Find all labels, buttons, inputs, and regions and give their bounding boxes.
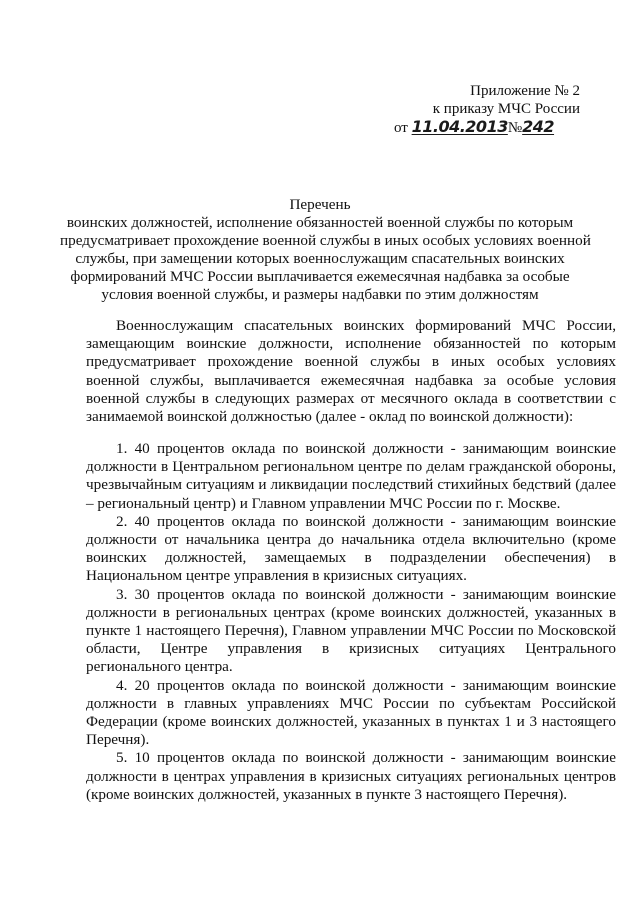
title-line: условия военной службы, и размеры надбавки по этим должностям (101, 286, 539, 303)
title-heading: Перечень (289, 196, 351, 213)
title-line: формирований МЧС России выплачивается ежемесячная надбавка за особые (70, 268, 570, 285)
list-item: 3. 30 процентов оклада по воинской должности - занимающим воинские должности в региональных центрах (кроме воинских должностей, указанных в пункте 1 настоящего Перечня), Главном управлении МЧС России по Московской области, Центре управления в кризисных ситуациях Центрального регионального центра. (86, 585, 616, 676)
order-reference: к приказу МЧС России (432, 101, 580, 117)
title-line: воинских должностей, исполнение обязанностей военной службы по которым (66, 214, 574, 231)
handwritten-number: 242 (522, 117, 555, 136)
list-item: 1. 40 процентов оклада по воинской должности - занимающим воинские должности в Центральном региональном центре по делам гражданской обороны, чрезвычайным ситуациям и ликвидации последствий стихийных бедствий (далее – региональный центр) и Главном управлении МЧС России по г. Москве. (86, 440, 616, 512)
date-prefix: от (394, 120, 408, 136)
order-date-line (380, 118, 580, 137)
document-title (60, 196, 591, 304)
appendix-header (380, 82, 580, 137)
title-line: службы, при замещении которых военнослужащим спасательных воинских (75, 250, 565, 267)
handwritten-date: 11.04.2013 (411, 117, 508, 136)
list-item: 4. 20 процентов оклада по воинской должности - занимающим воинские должности в главных управлениях МЧС России по субъектам Российской Федерации (кроме воинских должностей, указанных в пунктах 1 и 3 настоящего Перечня). (86, 676, 616, 749)
list-item: 5. 10 процентов оклада по воинской должности - занимающим воинские должности в центрах управления в кризисных ситуациях региональных центров (кроме воинских должностей, указанных в пункте 3 настоящего Перечня). (86, 749, 616, 803)
item-list (86, 440, 616, 804)
appendix-number: Приложение № 2 (470, 83, 580, 99)
number-prefix: № (507, 120, 523, 136)
list-item: 2. 40 процентов оклада по воинской должности - занимающим воинские должности от начальника центра до начальника отдела включительно (кроме воинских должностей, замещаемых в подразделении обеспечения) в Национальном центре управления в кризисных ситуациях. (86, 512, 616, 585)
intro-text: Военнослужащим спасательных воинских формирований МЧС России, замещающим воинские должности, исполнение обязанностей по которым предусматривает прохождение военной службы в иных особых условиях военной службы, выплачивается ежемесячная надбавка за особые условия военной службы в следующих размерах от месячного оклада в соответствии с занимаемой воинской должностью (далее - оклад по воинской должности): (86, 317, 616, 426)
intro-paragraph (86, 317, 616, 426)
title-line: предусматривает прохождение военной службы в иных особых условиях военной (60, 232, 591, 249)
